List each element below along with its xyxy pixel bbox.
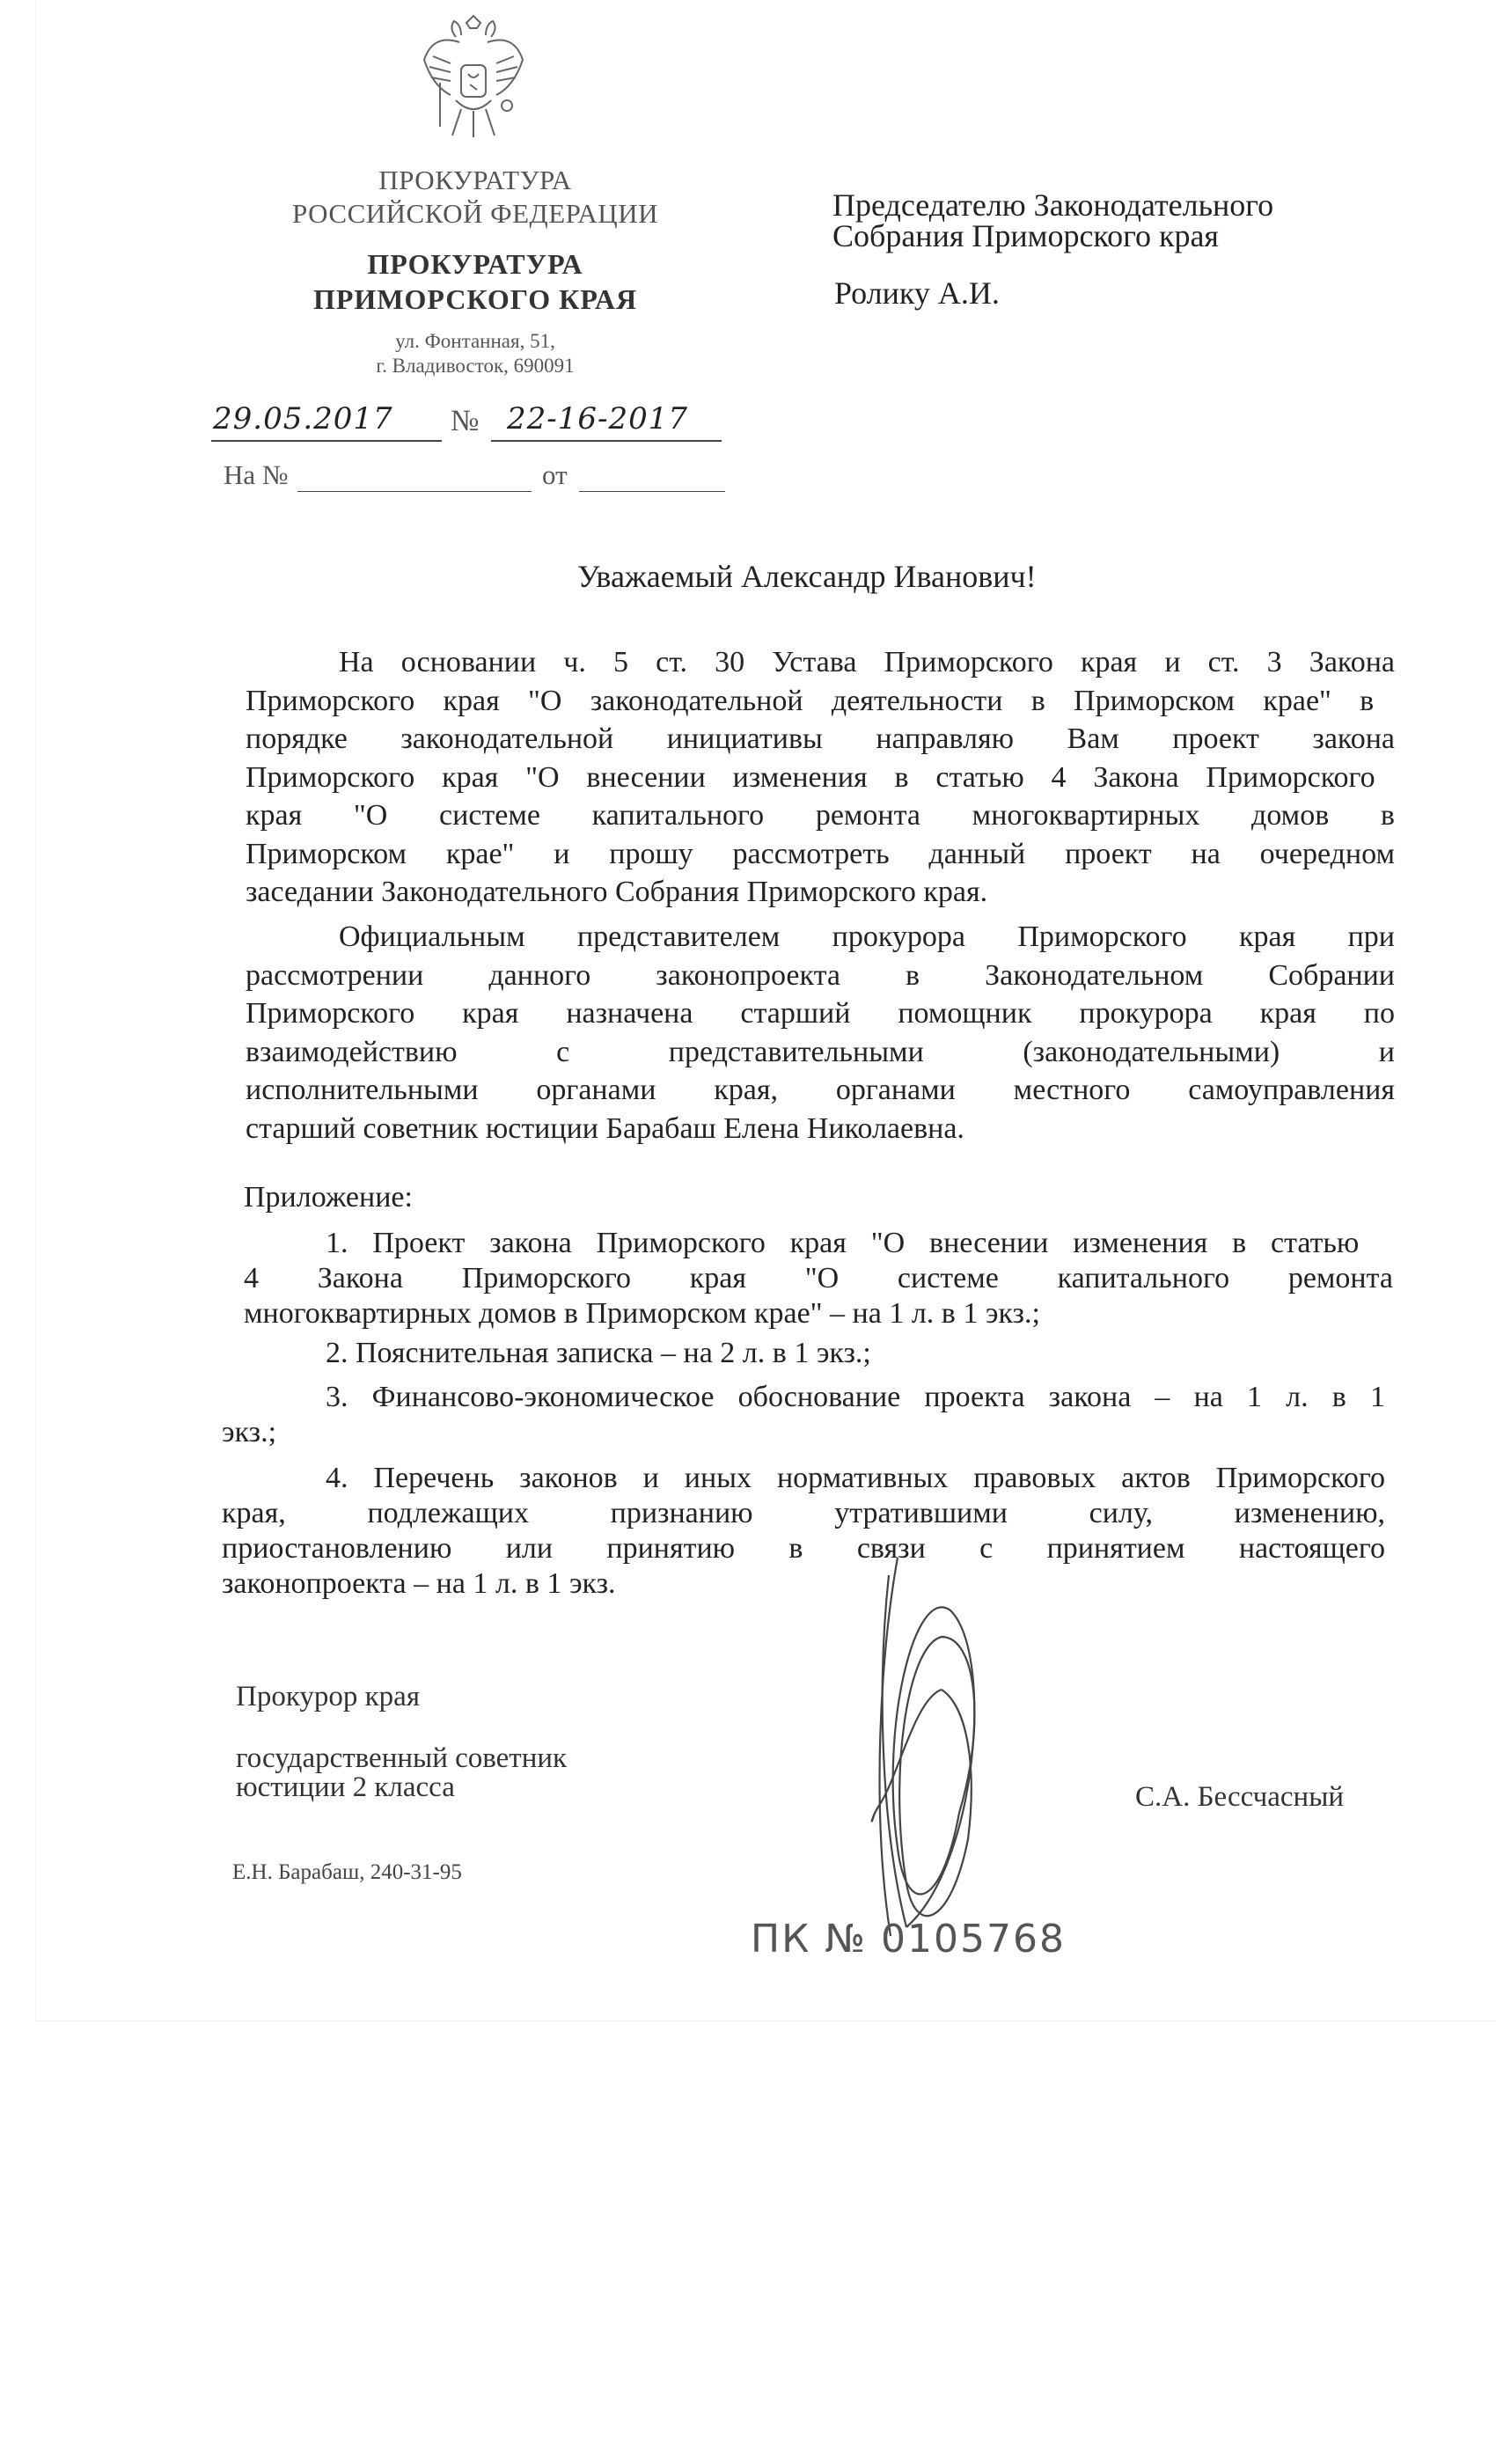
appendix-item-4: [222, 1461, 1385, 1602]
text-line: Приморском крае" и прошу рассмотреть данный проект на очередном: [246, 837, 1395, 870]
text-line: края, подлежащих признанию утратившими силу, изменению,: [222, 1497, 1385, 1529]
rank-line-2: юстиции 2 класса: [236, 1771, 455, 1803]
body-paragraph-1: [246, 643, 1395, 912]
text-line: 1. Проект закона Приморского края "О внесении изменения в статью: [326, 1227, 1360, 1259]
dept-line-1: ПРОКУРАТУРА: [367, 248, 583, 280]
appendix-item-2: [244, 1336, 1393, 1371]
text-line: старший советник юстиции Барабаш Елена Николаевна.: [246, 1111, 964, 1145]
dept-line-2: ПРИМОРСКОГО КРАЯ: [312, 283, 638, 315]
from-label: от: [542, 459, 568, 490]
addressee-name: Ролику А.И.: [834, 275, 1000, 311]
address-line-2: г. Владивосток, 690091: [376, 355, 575, 377]
appendix-heading: Приложение:: [244, 1181, 413, 1214]
text-line: 4. Перечень законов и иных нормативных правовых актов Приморского: [326, 1462, 1385, 1494]
handwritten-number: 22-16-2017: [507, 401, 689, 436]
text-line: Приморского края "О законодательной деятельности в Приморском крае" в: [246, 684, 1375, 717]
text-line: Приморского края назначена старший помощник прокурора края по: [246, 997, 1395, 1030]
body-paragraph-2: [246, 918, 1395, 1148]
rank-line-1: государственный советник: [236, 1742, 568, 1774]
text-line: исполнительными органами края, органами местного самоуправления: [246, 1074, 1395, 1106]
letterhead-dept: [255, 246, 695, 317]
text-line: порядке законодательной инициативы направляю Вам проект закона: [246, 722, 1395, 755]
reply-reference: [224, 459, 725, 499]
signatory-rank: [236, 1744, 567, 1802]
appendix-item-3: [222, 1380, 1385, 1450]
addressee-line-2: Собрания Приморского края: [832, 218, 1219, 253]
text-line: приостановлению или принятию в связи с принятием настоящего: [222, 1532, 1385, 1565]
reply-number-blank: [297, 491, 532, 492]
handwritten-date: 29.05.2017: [213, 401, 393, 436]
text-line: 2. Пояснительная записка – на 2 л. в 1 экз.;: [326, 1337, 871, 1369]
reply-label: На №: [224, 459, 289, 490]
text-line: края "О системе капитального ремонта многоквартирных домов в: [246, 799, 1395, 832]
org-line-2: РОССИЙСКОЙ ФЕДЕРАЦИИ: [292, 198, 658, 229]
text-line: многоквартирных домов в Приморском крае" – на 1 л. в 1 экз.;: [244, 1297, 1040, 1330]
date-underline: [211, 440, 442, 442]
salutation: Уважаемый Александр Иванович!: [577, 559, 1037, 594]
text-line: Приморского края "О внесении изменения в статью 4 Закона Приморского: [246, 760, 1375, 794]
reply-date-blank: [579, 491, 725, 492]
addressee: [832, 187, 1274, 253]
text-line: взаимодействию с представительными (законодательными) и: [246, 1035, 1395, 1068]
text-line: На основании ч. 5 ст. 30 Устава Приморского края и ст. 3 Закона: [339, 646, 1395, 678]
text-line: 3. Финансово-экономическое обоснование проекта закона – на 1 л. в 1: [326, 1381, 1385, 1413]
coat-of-arms-emblem: [421, 12, 526, 153]
handwritten-signature: [845, 1549, 1021, 1954]
signatory-name: С.А. Бессчасный: [1135, 1781, 1345, 1813]
number-underline: [491, 440, 722, 442]
text-line: рассмотрении данного законопроекта в Законодательном Собрании: [246, 958, 1395, 992]
executor-contact: Е.Н. Барабаш, 240-31-95: [232, 1860, 462, 1884]
text-line: Официальным представителем прокурора Приморского края при: [339, 920, 1395, 953]
addressee-line-1: Председателю Законодательного: [832, 187, 1274, 223]
letterhead-address: [255, 329, 695, 378]
address-line-1: ул. Фонтанная, 51,: [395, 330, 555, 352]
text-line: заседании Законодательного Собрания Приморского края.: [246, 876, 988, 908]
appendix-item-1: [244, 1226, 1393, 1331]
text-line: 4 Закона Приморского края "О системе капитального ремонта: [244, 1262, 1393, 1294]
text-line: экз.;: [222, 1416, 277, 1448]
signatory-position: Прокурор края: [236, 1681, 421, 1712]
form-serial-number: ПК № 0105768: [751, 1917, 1067, 1962]
letterhead-org: [255, 164, 695, 231]
text-line: законопроекта – на 1 л. в 1 экз.: [222, 1567, 616, 1600]
outgoing-date-number: [211, 401, 722, 445]
number-label: №: [451, 405, 480, 437]
org-line-1: ПРОКУРАТУРА: [378, 165, 572, 195]
